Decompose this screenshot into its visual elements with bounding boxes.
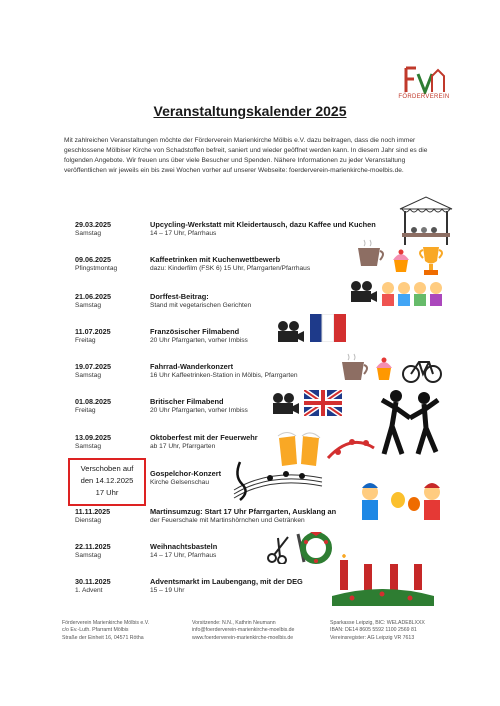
footer-line: info@foerderverein-marienkirche-moelbis.de [192, 627, 295, 634]
event-description: 15 – 19 Uhr [150, 587, 185, 594]
dancers-icon [378, 388, 444, 458]
footer-address [62, 620, 149, 642]
market-stall-icon [396, 195, 456, 247]
event-description: der Feuerschale mit Martinshörnchen und Getränken [150, 517, 305, 524]
cupcake-icon [390, 248, 412, 274]
event-date: 13.09.2025 [75, 433, 111, 442]
event-title: Britischer Filmabend [150, 397, 224, 406]
lantern-children-icon [352, 478, 452, 536]
event-date: 09.06.2025 [75, 255, 111, 264]
event-title: Oktoberfest mit der Feuerwehr [150, 433, 258, 442]
music-notes-icon [326, 428, 376, 468]
event-title: Kaffeetrinken mit Kuchenwettbewerb [150, 255, 281, 264]
event-title: Adventsmarkt im Laubengang, mit der DEG [150, 577, 303, 586]
logo-text: FÖRDERVEREIN [398, 94, 450, 100]
coffee-cup-icon [352, 238, 388, 270]
event-title: Upcycling-Werkstatt mit Kleidertausch, dazu Kaffee und Kuchen [150, 220, 376, 229]
event-weekday: Samstag [75, 230, 102, 237]
club-logo [392, 64, 456, 104]
footer-line: c/o Ev.-Luth. Pfarramt Mölbis [62, 627, 129, 634]
cupcake-icon [373, 356, 395, 382]
event-date: 19.07.2025 [75, 362, 111, 371]
postponed-notice [68, 458, 146, 506]
footer-line: Sparkasse Leipzig, BIC: WELADE8LXXX [330, 620, 425, 626]
footer-bank [330, 620, 425, 642]
event-title: Fahrrad-Wanderkonzert [150, 362, 234, 371]
event-description: 16 Uhr Kaffeetrinken-Station in Mölbis, Pfarrgarten [150, 372, 298, 379]
footer-line: IBAN: DE14 8605 5592 1100 2569 81 [330, 627, 417, 634]
event-description: ab 17 Uhr, Pfarrgarten [150, 443, 216, 450]
event-weekday: Samstag [75, 302, 102, 309]
logo-icon [392, 64, 456, 94]
event-date: 22.11.2025 [75, 542, 111, 551]
sheet-music-icon [230, 456, 326, 504]
projector-icon [270, 392, 300, 416]
event-weekday: Freitag [75, 337, 96, 344]
footer-line: Straße der Einheit 16, 04571 Rötha [62, 634, 144, 641]
event-date: 11.07.2025 [75, 327, 111, 336]
projector-icon [275, 320, 305, 344]
event-date: 01.08.2025 [75, 397, 111, 406]
event-weekday: Samstag [75, 372, 102, 379]
event-weekday: Dienstag [75, 517, 102, 524]
footer-line: www.foerderverein-marienkirche-moelbis.de [192, 634, 294, 641]
footer-line: Vereinsregister: AG Leipzig VR 7613 [330, 634, 415, 641]
event-description: 14 – 17 Uhr, Pfarrhaus [150, 552, 217, 559]
event-date: 21.06.2025 [75, 292, 111, 301]
scissors-icon [266, 534, 294, 564]
event-date: 30.11.2025 [75, 577, 111, 586]
footer-line: Förderverein Marienkirche Mölbis e.V. [62, 620, 150, 626]
children-group-icon [378, 279, 450, 307]
event-title: Dorffest-Beitrag: [150, 292, 209, 301]
event-description: Stand mit vegetarischen Gerichten [150, 302, 252, 309]
postponed-line: Verschoben auf [80, 464, 134, 473]
event-weekday: Samstag [75, 443, 102, 450]
event-description: Kirche Gelsenschau [150, 479, 210, 486]
event-title: Gospelchor-Konzert [150, 469, 222, 478]
event-title: Weihnachtsbasteln [150, 542, 218, 551]
postponed-line: 17 Uhr [95, 488, 119, 497]
event-title: Französischer Filmabend [150, 327, 240, 336]
event-weekday: Pfingstmontag [75, 265, 118, 272]
trophy-icon [416, 244, 446, 278]
intro-text: Mit zahlreichen Veranstaltungen möchte der Förderverein Marienkirche Mölbis e.V. dazu beitragen, dass die noch immer geschlossene Mölbiser Kirche von Schadstoffen befreit, saniert und wieder geöffnet werden kann. In diesem Jahr sind es die folgenden Angebote. Wir freuen uns über viele Besucher und Spenden. Nähere Informationen zu jeder Veranstaltung veröffentlichen wir jeweils ein bis zwei Wochen vorher auf unserer Webseite: foerderverein-marienkirche-moelbis.de. [64, 137, 428, 174]
footer-contact [192, 620, 294, 642]
event-date: 29.03.2025 [75, 220, 111, 229]
event-description: dazu: Kinderfilm (FSK 6) 15 Uhr, Pfarrgarten/Pfarrhaus [150, 265, 311, 272]
footer-line: Vorsitzende: N.N., Kathrin Neumann [192, 620, 276, 626]
bicycle-icon [402, 356, 442, 384]
event-description: 14 – 17 Uhr, Pfarrhaus [150, 230, 217, 237]
event-weekday: 1. Advent [75, 587, 103, 594]
postponed-line: den 14.12.2025 [80, 476, 134, 485]
projector-icon [348, 280, 378, 304]
event-description: 20 Uhr Pfarrgarten, vorher Imbiss [150, 337, 248, 344]
event-weekday: Freitag [75, 407, 96, 414]
advent-candles-icon [330, 552, 436, 608]
event-weekday: Samstag [75, 552, 102, 559]
page-title: Veranstaltungskalender 2025 [153, 103, 347, 119]
event-title: Martinsumzug: Start 17 Uhr Pfarrgarten, Ausklang an [150, 507, 337, 516]
french-flag-icon [310, 314, 346, 342]
coffee-cup-icon [336, 352, 372, 384]
uk-flag-icon [304, 390, 342, 416]
event-description: 20 Uhr Pfarrgarten, vorher Imbiss [150, 407, 248, 414]
event-date: 11.11.2025 [75, 507, 111, 516]
